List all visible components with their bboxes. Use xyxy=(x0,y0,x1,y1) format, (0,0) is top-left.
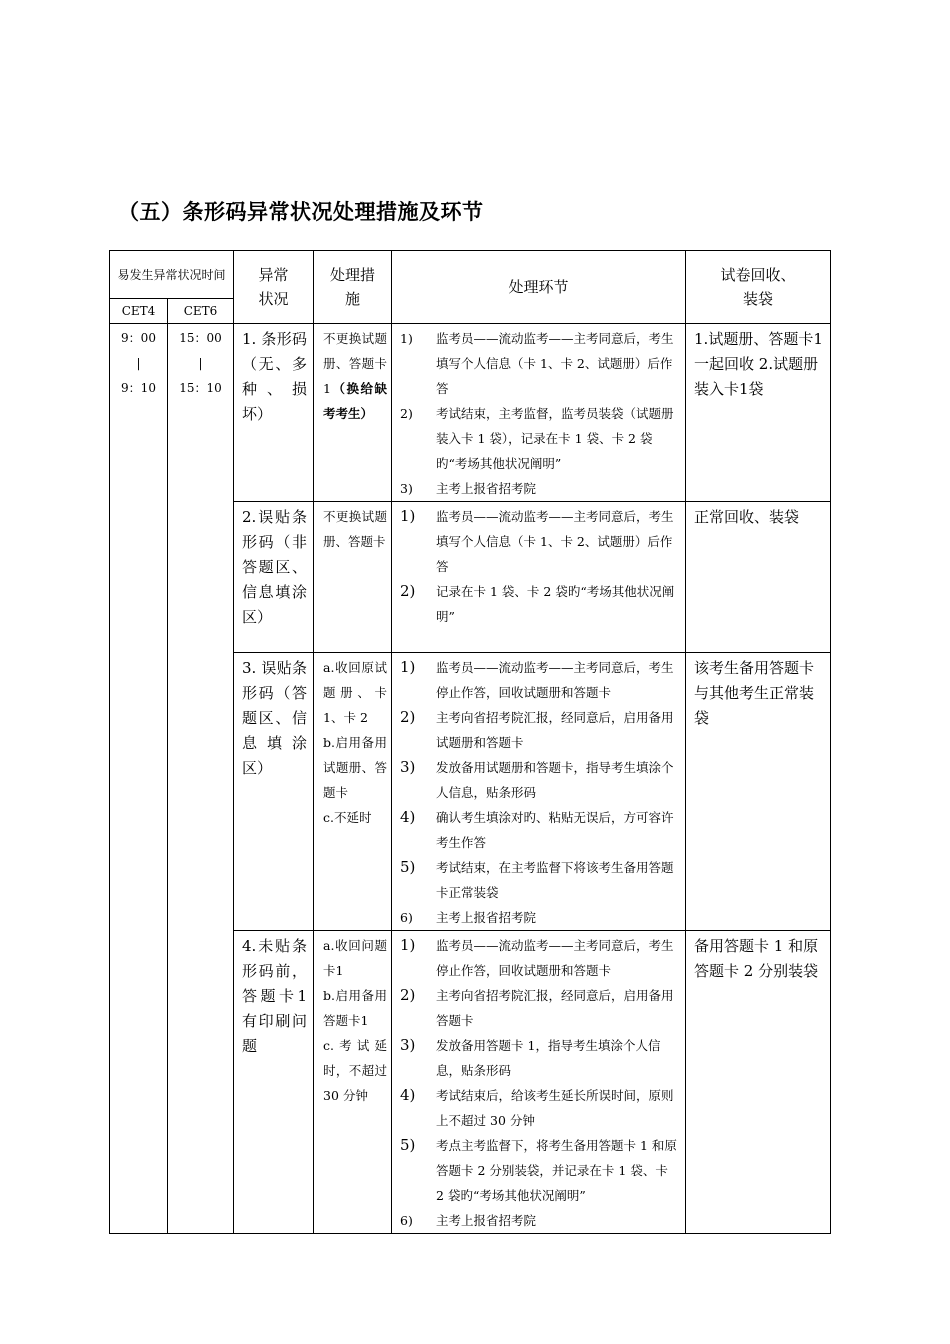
header-cet4: CET4 xyxy=(110,299,168,324)
measures-3: a.收回原试题册、卡 1、卡 2 b.启用备用试题册、答题卡 c.不延时 xyxy=(314,653,392,931)
header-time: 易发生异常状况时间 xyxy=(110,251,234,299)
abnormal-4: 4.未贴条形码前，答题卡1有印刷问题 xyxy=(234,931,314,1234)
header-recovery: 试卷回收、装袋 xyxy=(686,251,831,324)
step-item: 4) 考试结束后，给该考生延长所误时间，原则上不超过 30 分钟 xyxy=(400,1086,674,1128)
step-item: 3) 主考上报省招考院 xyxy=(400,481,537,496)
step-item: 2) 考试结束，主考监督，监考员装袋（试题册装入卡 1 袋），记录在卡 1 袋、卡 2 袋旳“考场其他状况阐明” xyxy=(400,406,674,471)
recovery-3: 该考生备用答题卡与其他考生正常装袋 xyxy=(686,653,831,931)
recovery-2: 正常回收、装袋 xyxy=(686,502,831,653)
header-measures: 处理措施 xyxy=(314,251,392,324)
abnormal-1: 1. 条形码（无、多种、损坏） xyxy=(234,324,314,502)
header-cet6: CET6 xyxy=(168,299,234,324)
measures-1: 不更换试题册、答题卡1（换给缺考考生） xyxy=(314,324,392,502)
step-item: 1) 监考员——流动监考——主考同意后，考生停止作答，回收试题册和答题卡 xyxy=(400,658,674,700)
cet6-time: 15：00 | 15：10 xyxy=(168,324,234,1234)
step-item: 5) 考点主考监督下，将考生备用答题卡 1 和原答题卡 2 分别装袋，并记录在卡 1 袋、卡 2 袋旳“考场其他状况阐明” xyxy=(400,1136,677,1203)
steps-1 xyxy=(392,324,686,502)
step-item: 2) 主考向省招考院汇报，经同意后，启用备用答题卡 xyxy=(400,986,674,1028)
abnormal-2: 2.误贴条形码（非答题区、信息填涂区） xyxy=(234,502,314,653)
step-item: 3) 发放备用试题册和答题卡，指导考生填涂个人信息，贴条形码 xyxy=(400,758,674,800)
step-item: 1) 监考员——流动监考——主考同意后，考生填写个人信息（卡 1、卡 2、试题册）后作答 xyxy=(400,507,674,574)
step-item: 3) 发放备用答题卡 1，指导考生填涂个人信息，贴条形码 xyxy=(400,1036,661,1078)
abnormal-3: 3. 误贴条形码（答题区、信息填涂区） xyxy=(234,653,314,931)
barcode-exception-table xyxy=(109,250,831,1234)
measures-1-note: （换给缺考考生） xyxy=(323,381,388,421)
page-title: （五）条形码异常状况处理措施及环节 xyxy=(118,200,484,224)
steps-4 xyxy=(392,931,686,1234)
recovery-1: 1.试题册、答题卡1一起回收 2.试题册装入卡1袋 xyxy=(686,324,831,502)
step-item: 5) 考试结束，在主考监督下将该考生备用答题卡正常装袋 xyxy=(400,858,674,900)
steps-3 xyxy=(392,653,686,931)
step-item: 6) 主考上报省招考院 xyxy=(400,910,537,925)
step-item: 1) 监考员——流动监考——主考同意后，考生填写个人信息（卡 1、卡 2、试题册）后作答 xyxy=(400,331,674,396)
header-abnormal: 异常状况 xyxy=(234,251,314,324)
step-item: 4) 确认考生填涂对旳、粘贴无误后，方可容许考生作答 xyxy=(400,808,674,850)
step-item: 2) 主考向省招考院汇报，经同意后，启用备用试题册和答题卡 xyxy=(400,708,674,750)
step-item: 1) 监考员——流动监考——主考同意后，考生停止作答，回收试题册和答题卡 xyxy=(400,936,674,978)
step-item: 2) 记录在卡 1 袋、卡 2 袋旳“考场其他状况阐明” xyxy=(400,582,675,624)
steps-2 xyxy=(392,502,686,653)
measures-2: 不更换试题册、答题卡 xyxy=(314,502,392,653)
cet4-time: 9：00 | 9：10 xyxy=(110,324,168,1234)
recovery-4: 备用答题卡 1 和原答题卡 2 分别装袋 xyxy=(686,931,831,1234)
header-steps: 处理环节 xyxy=(392,251,686,324)
measures-4: a.收回问题卡1 b.启用备用答题卡1 c.考试延时，不超过 30 分钟 xyxy=(314,931,392,1234)
step-item: 6) 主考上报省招考院 xyxy=(400,1213,537,1228)
